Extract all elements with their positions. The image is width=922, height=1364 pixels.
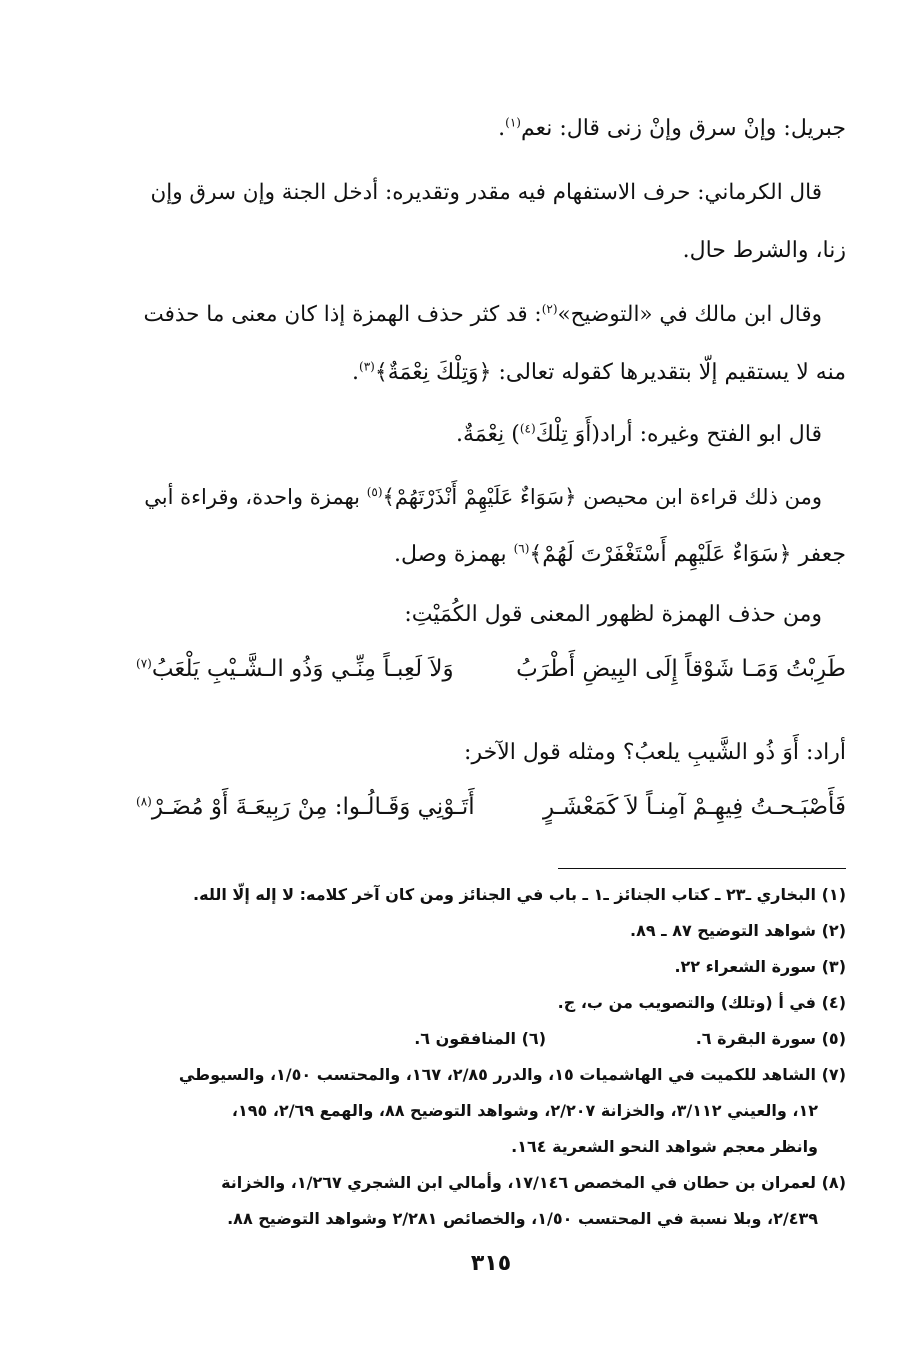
verse-2-second-hemistich [136, 794, 475, 820]
verse-1-first-hemistich: طَرِبْتُ وَمَـا شَوْقاً إِلَى البِيضِ أَطْرَبُ [516, 656, 846, 682]
ref-6: (٦) [513, 541, 530, 556]
paragraph-abu-alfath [136, 406, 846, 464]
footnote-row-5-6 [136, 1021, 846, 1057]
paragraph-ibn-malik-line-1 [136, 286, 846, 344]
page-number: ٣١٥ [470, 1251, 512, 1276]
footnote-1: (١) البخاري ـ٢٣ ـ كتاب الجنائز ـ١ ـ باب في الجنائز ومن كان آخر كلامه: لا إله إلّا الله. [193, 885, 846, 904]
footnote-5: (٥) سورة البقرة ٦. [695, 1029, 846, 1048]
paragraph-karmani-line-1 [136, 164, 846, 222]
footnote-divider [558, 868, 846, 869]
text-l1-end: . [498, 116, 506, 141]
verse-1 [136, 644, 846, 716]
verse-2 [136, 782, 846, 854]
verse-2-first-hemistich: فَأَصْبَـحـتُ فِيهِـمْ آمِنـاً لاَ كَمَعْشَـرٍ [542, 794, 846, 820]
verse-2-second-text: أَتَـوْنِي وَقَـالُـوا: مِنْ رَبِيعَـةَ أَوْ مُضَـرْ [151, 794, 475, 820]
text-p5-l1b: بهمزة واحدة، وقراءة أبي [144, 485, 367, 509]
footnote-8-line-2: ٢/٤٣٩، وبلا نسبة في المحتسب ١/٥٠، والخصائص ٢/٢٨١ وشواهد التوضيح ٨٨. [227, 1209, 818, 1228]
footnote-7-line-2: ١٢، والعيني ٣/١١٢، والخزانة ٢/٢٠٧، وشواهد التوضيح ٨٨، والهمع ٢/٦٩، ١٩٥، [231, 1101, 818, 1120]
ref-7: (٧) [136, 656, 152, 671]
footnote-3: (٣) سورة الشعراء ٢٢. [674, 957, 846, 976]
text-p5-l2b: بهمزة وصل. [393, 542, 514, 567]
paragraph-ibn-malik-line-2 [136, 344, 846, 402]
text-line-1 [136, 100, 846, 158]
footnote-2: (٢) شواهد التوضيح ٨٧ ـ ٨٩. [629, 921, 846, 940]
ref-1: (١) [505, 115, 521, 130]
text-p4b: ) نِعْمَةٌ. [456, 422, 520, 447]
paragraph-qiraat-line-1 [136, 468, 846, 526]
footnote-4: (٤) في أ (وتلك) والتصويب من ب، ج. [557, 993, 846, 1012]
paragraph-qiraat-line-2 [136, 526, 846, 584]
ref-2: (٢) [541, 301, 558, 316]
footnote-7-line-1: (٧) الشاهد للكميت في الهاشميات ١٥، والدرر ٢/٨٥، ١٦٧، والمحتسب ١/٥٠، والسيوطي [178, 1065, 846, 1084]
text-l1: جبريل: وإنْ سرق وإنْ زنى قال: نعم [520, 116, 846, 141]
text-p5-l2a: جعفر ﴿سَوَاءٌ عَلَيْهِم أَسْتَغْفَرْتَ لَهُمْ﴾ [529, 542, 846, 567]
text-p5-l1a: ومن ذلك قراءة ابن محيصن ﴿سَوَاءٌ عَلَيْهِمْ أَنْذَرْتَهُمْ﴾ [382, 485, 822, 509]
ref-3: (٣) [359, 359, 375, 374]
text-p3-l2-end: . [352, 360, 360, 385]
paragraph-karmani-line-2 [136, 222, 846, 280]
verse-1-second-text: وَلاَ لَعِبـاً مِنِّـي وَذُو الـشَّـيْبِ يَلْعَبُ [151, 656, 454, 682]
book-page [136, 100, 846, 1276]
footnote-6: (٦) المنافقون ٦. [414, 1029, 546, 1048]
paragraph-kumayt-intro [136, 586, 846, 644]
text-p3-l1a: وقال ابن مالك في «التوضيح» [557, 302, 822, 327]
footnote-7-line-3: وانظر معجم شواهد النحو الشعرية ١٦٤. [511, 1137, 818, 1156]
text-p6: ومن حذف الهمزة لظهور المعنى قول الكُمَيْتِ: [404, 602, 822, 627]
text-p2-l2: زنا، والشرط حال. [682, 238, 846, 263]
paragraph-arada [136, 724, 846, 782]
ref-5: (٥) [366, 485, 383, 499]
text-p3-l1b: : قد كثر حذف الهمزة إذا كان معنى ما حذفت [143, 302, 542, 327]
verse-1-second-hemistich [136, 656, 454, 682]
text-p4a: قال ابو الفتح وغيره: أراد(أَوَ تِلْكَ [535, 422, 822, 447]
ref-8: (٨) [136, 794, 152, 809]
text-p3-l2a: منه لا يستقيم إلّا بتقديرها كقوله تعالى: ﴿وَتِلْكَ نِعْمَةٌ﴾ [374, 360, 846, 385]
text-p7: أراد: أَوَ ذُو الشَّيبِ يلعبُ؟ ومثله قول الآخر: [464, 740, 846, 765]
ref-4: (٤) [519, 421, 536, 436]
footnote-8-line-1: (٨) لعمران بن حطان في المخصص ١٧/١٤٦، وأمالي ابن الشجري ١/٢٦٧، والخزانة [221, 1173, 846, 1192]
text-p2-l1: قال الكرماني: حرف الاستفهام فيه مقدر وتقديره: أدخل الجنة وإن سرق وإن [150, 180, 822, 205]
